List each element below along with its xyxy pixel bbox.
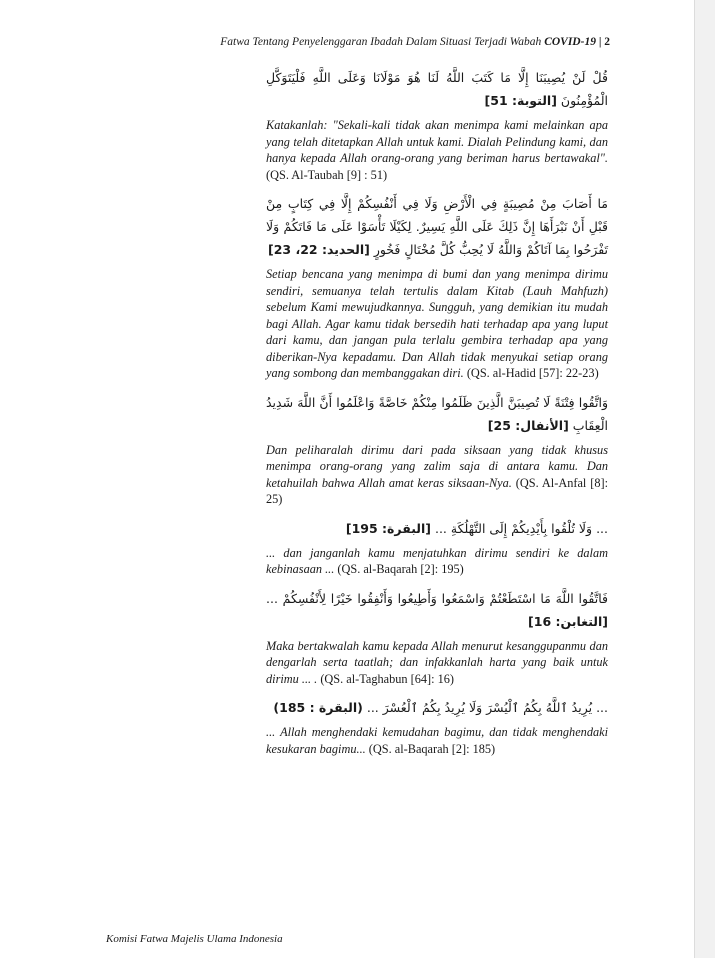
arabic-reference: [الحديد: 22، 23] — [268, 242, 370, 257]
arabic-text: وَاتَّقُوا فِتْنَةً لَا تُصِيبَنَّ الَّذِينَ ظَلَمُوا مِنْكُمْ خَاصَّةً وَاعْلَمُوا أَنَّ اللَّهَ شَدِيدُ الْعِقَابِ — [266, 394, 608, 433]
translation-source: (QS. Al-Taubah [9] : 51) — [266, 167, 388, 182]
arabic-reference: [التوبة: 51] — [484, 93, 557, 108]
header-separator: | — [598, 36, 602, 48]
arabic-text: قُلْ لَنْ يُصِيبَنَا إِلَّا مَا كَتَبَ اللَّهُ لَنَا هُوَ مَوْلَانَا وَعَلَى اللَّهِ فَلْيَتَوَكَّلِ الْمُؤْمِنُونَ — [266, 70, 608, 108]
translation-source: (QS. al-Baqarah [2]: 185) — [365, 741, 496, 756]
translation-5 — [266, 638, 608, 688]
translation-source: (QS. Al-Anfal [8]: 25) — [266, 475, 608, 506]
translation-source: (QS. al-Hadid [57]: 22-23) — [463, 366, 599, 380]
translation-text: ... Allah menghendaki kemudahan bagimu, dan tidak menghendaki kesukaran bagimu... — [266, 725, 608, 756]
arabic-reference: [التغابن: 16] — [528, 613, 608, 629]
arabic-reference: (البقرة : 185) — [273, 700, 363, 715]
page-header — [150, 36, 610, 48]
translation-text: Maka bertakwalah kamu kepada Allah menurut kesanggupanmu dan dengarlah serta taatlah; dan infakkanlah harta yang baik untuk dirimu ... . — [266, 638, 608, 686]
arabic-verse-2 — [266, 192, 608, 261]
arabic-verse-6 — [266, 696, 608, 719]
translation-source: (QS. al-Taghabun [64]: 16) — [317, 671, 455, 686]
arabic-text: فَاتَّقُوا اللَّهَ مَا اسْتَطَعْتُمْ وَاسْمَعُوا وَأَطِيعُوا وَأَنْفِقُوا خَيْرًا لِأَنْفُسِكُمْ ... — [266, 590, 608, 606]
header-title: Fatwa Tentang Penyelenggaran Ibadah Dalam Situasi Terjadi Wabah — [220, 36, 542, 48]
arabic-verse-1 — [266, 66, 608, 112]
header-title-bold: COVID-19 — [544, 36, 596, 48]
page-footer: Komisi Fatwa Majelis Ulama Indonesia — [106, 933, 283, 945]
page-edge — [694, 0, 715, 958]
arabic-verse-4 — [266, 517, 608, 540]
translation-6 — [266, 724, 608, 757]
arabic-verse-5 — [266, 587, 608, 633]
translation-2 — [266, 266, 608, 382]
page-number: 2 — [604, 36, 610, 48]
arabic-reference: [الأنفال: 25] — [487, 417, 569, 433]
page-content — [266, 66, 608, 766]
translation-3 — [266, 442, 608, 508]
arabic-verse-3 — [266, 391, 608, 437]
arabic-text: ... يُرِيدُ ٱللَّهُ بِكُمُ ٱلْيُسْرَ وَلَا يُرِيدُ بِكُمُ ٱلْعُسْرَ ... — [366, 700, 608, 715]
translation-text: Dan peliharalah dirimu dari pada siksaan yang tidak khusus menimpa orang-orang yang zalim saja di antara kamu. Dan ketahuilah bahwa Allah amat keras siksaan-Nya. — [266, 442, 608, 490]
translation-text: ... dan janganlah kamu menjatuhkan dirimu sendiri ke dalam kebinasaan ... — [266, 545, 608, 576]
translation-text: Setiap bencana yang menimpa di bumi dan yang menimpa dirimu sendiri, semuanya telah tertulis dalam Kitab (Lauh Mahfuzh) sebelum Kami mewujudkannya. Sungguh, yang demikian itu mudah bagi Allah. Agar kamu tidak bersedih hati terhadap apa yang luput dari kamu, dan jangan pula terlalu gembira terhadap apa yang diberikan-Nya kepadamu. Dan Allah tidak menyukai setiap orang yang sombong dan membanggakan diri. — [266, 267, 608, 380]
arabic-text: ... وَلَا تُلْقُوا بِأَيْدِيكُمْ إِلَى التَّهْلُكَةِ ... — [434, 520, 608, 536]
translation-text: Katakanlah: "Sekali-kali tidak akan menimpa kami melainkan apa yang telah ditetapkan Allah untuk kami. Dialah Pelindung kami, dan hanya kepada Allah orang-orang yang beriman harus bertawakal". — [266, 118, 608, 165]
arabic-text: مَا أَصَابَ مِنْ مُصِيبَةٍ فِي الْأَرْضِ وَلَا فِي أَنْفُسِكُمْ إِلَّا فِي كِتَابٍ مِنْ قَبْلِ أَنْ نَبْرَأَهَا إِنَّ ذَلِكَ عَلَى اللَّهِ يَسِيرٌ. لِكَيْلَا تَأْسَوْا عَلَى مَا فَاتَكُمْ وَلَا تَفْرَحُوا بِمَا آتَاكُمْ وَاللَّهُ لَا يُحِبُّ كُلَّ مُخْتَالٍ فَخُورٍ — [266, 196, 608, 257]
translation-source: (QS. al-Baqarah [2]: 195) — [334, 562, 464, 576]
translation-4 — [266, 545, 608, 578]
translation-1 — [266, 117, 608, 183]
arabic-reference: [البقرة: 195] — [345, 520, 431, 536]
